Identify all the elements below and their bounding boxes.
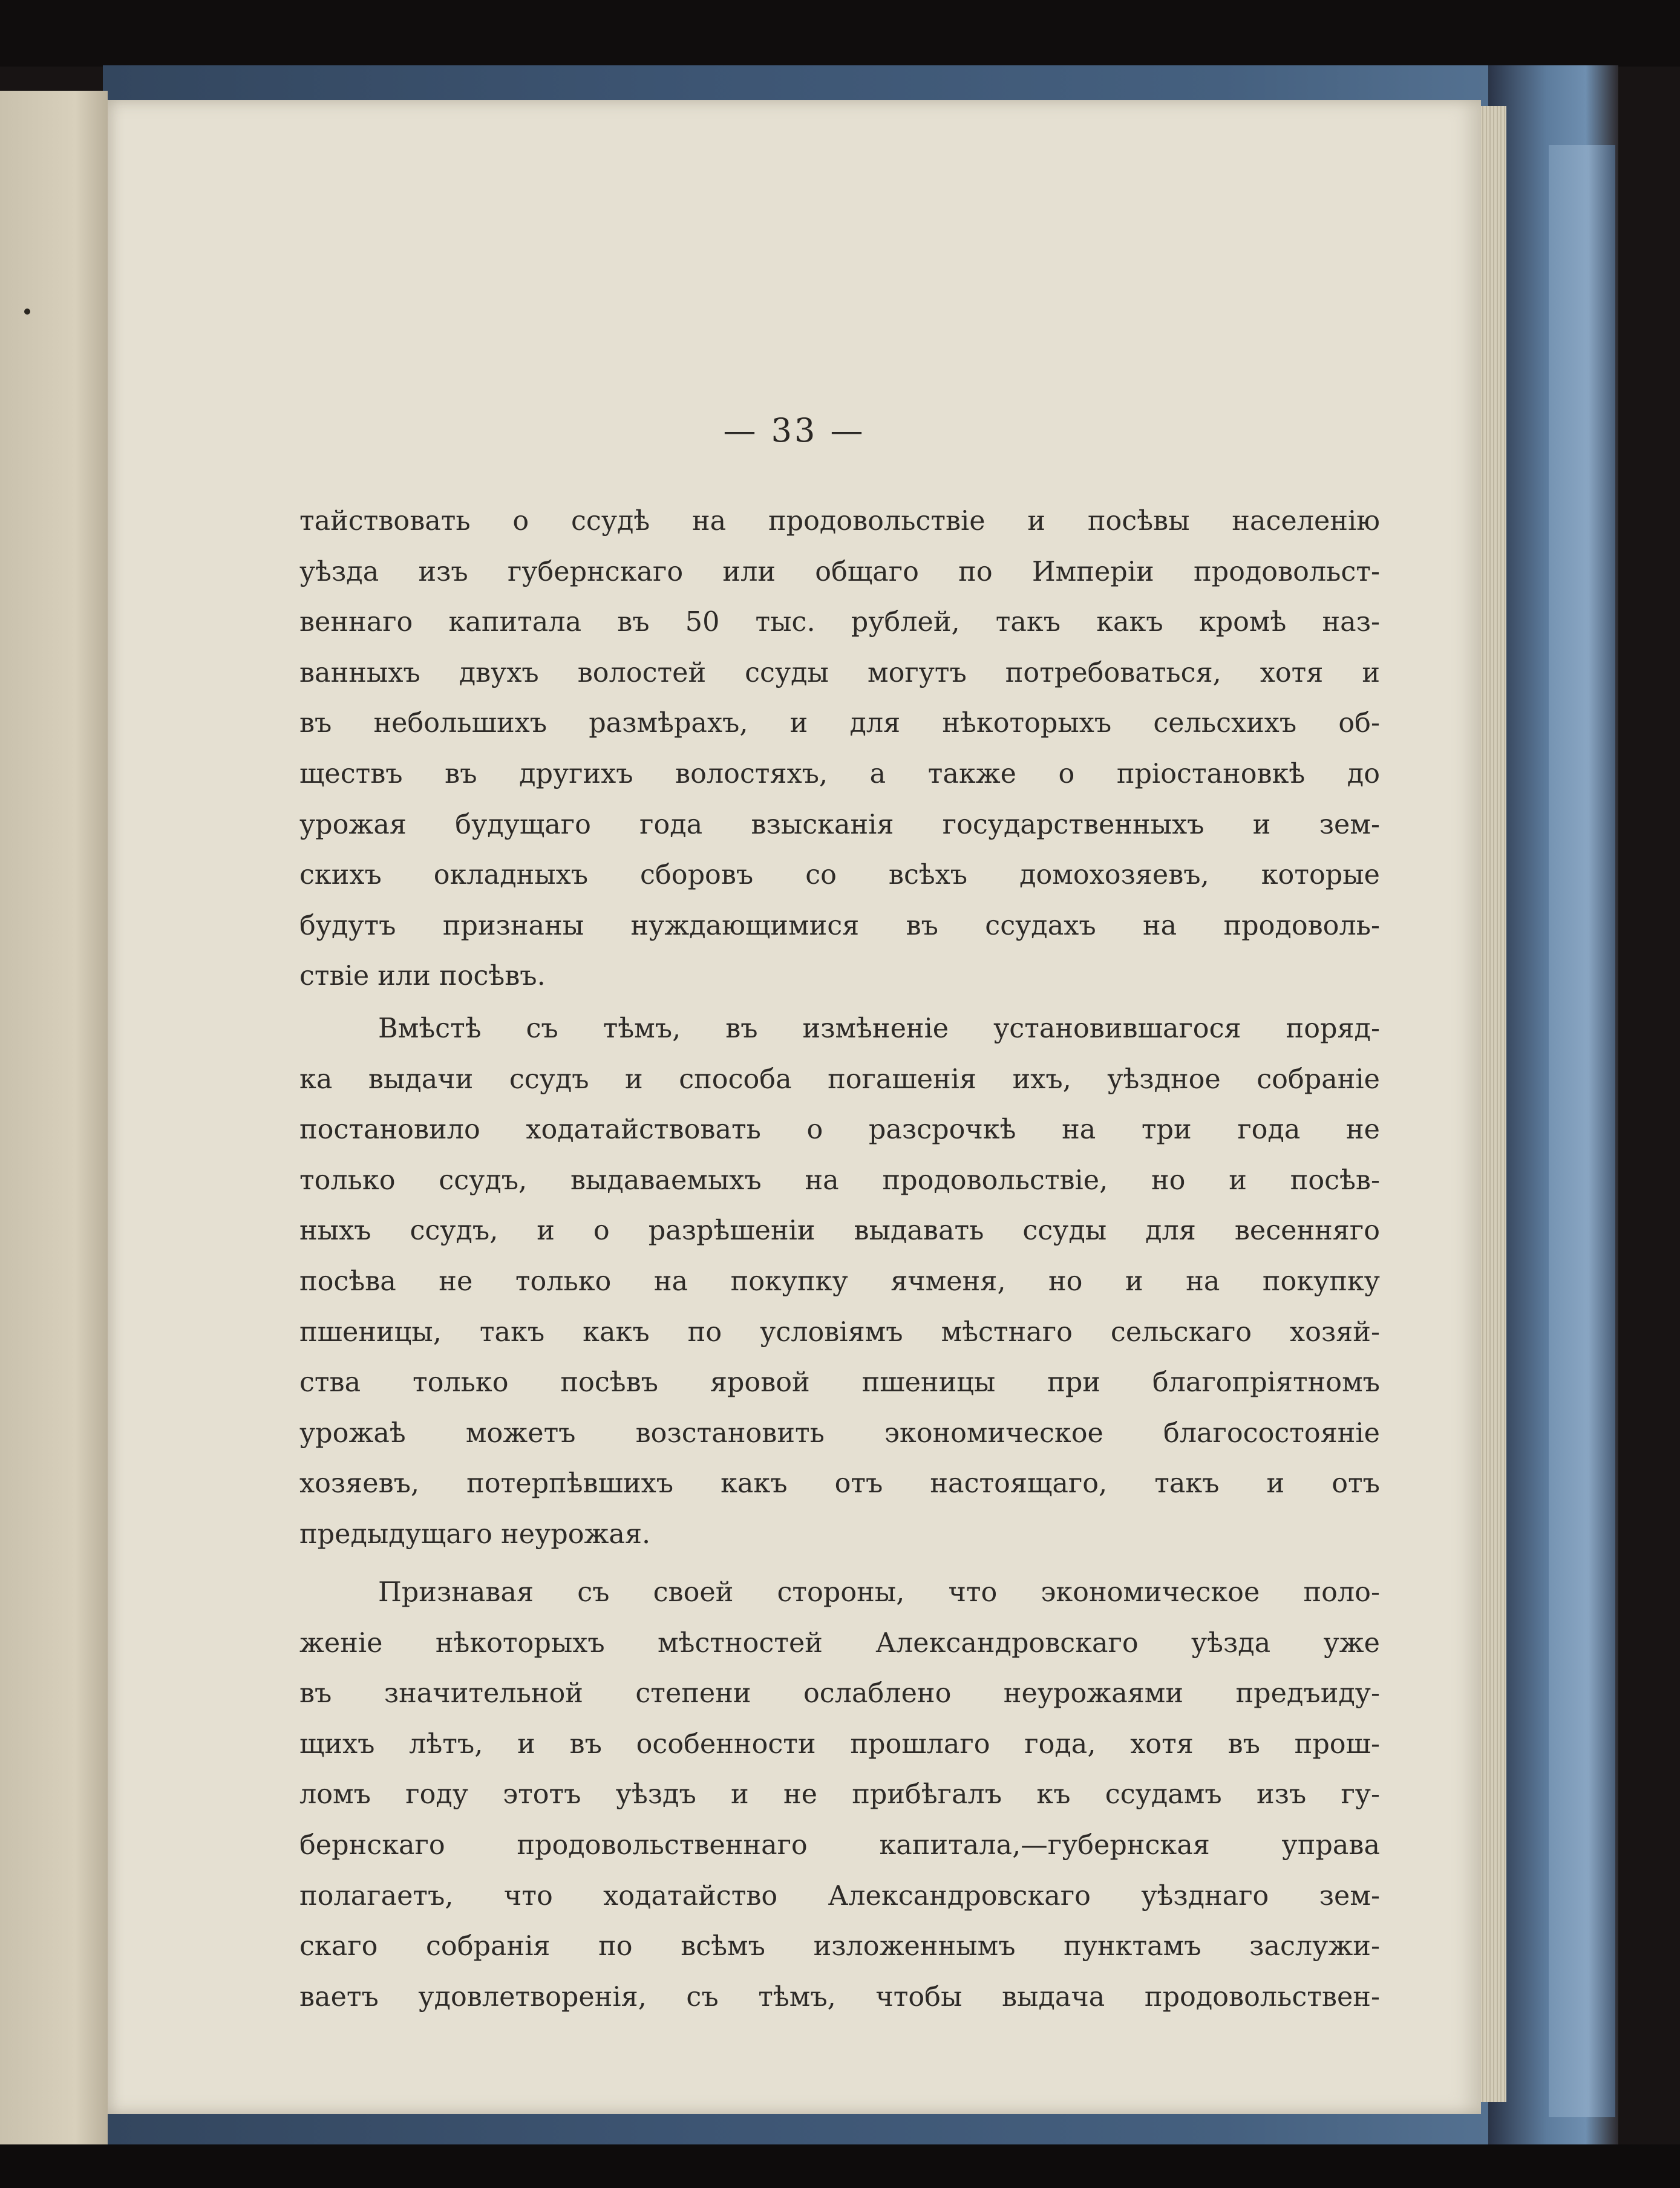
text-line: уѣзда изъ губернскаго или общаго по Имперіи продовольст- <box>299 556 1380 587</box>
text-line: Признавая съ своей стороны, что экономическое поло- <box>378 1577 1380 1608</box>
text-line: ванныхъ двухъ волостей ссуды могутъ потребоваться, хотя и <box>299 657 1380 688</box>
text-line: скихъ окладныхъ сборовъ со всѣхъ домохозяевъ, которые <box>299 860 1380 891</box>
text-line: щихъ лѣтъ, и въ особенности прошлаго года, хотя въ прош- <box>299 1728 1380 1760</box>
text-line: ваетъ удовлетворенія, съ тѣмъ, чтобы выдача продовольствен- <box>299 1981 1380 2013</box>
text-line: бернскаго продовольственнаго капитала,—губернская управа <box>299 1829 1380 1861</box>
page-number: — 33 — <box>723 411 866 449</box>
paragraph-1 <box>299 496 1380 1002</box>
text-line: посѣва не только на покупку ячменя, но и на покупку <box>299 1265 1380 1297</box>
left-facing-page <box>0 91 108 2147</box>
backdrop-bottom <box>0 2144 1680 2188</box>
text-line: въ значительной степени ослаблено неурожаями предъиду- <box>299 1678 1380 1710</box>
ink-dot <box>24 309 30 315</box>
backdrop-top <box>0 0 1680 67</box>
text-line: ства только посѣвъ яровой пшеницы при благопріятномъ <box>299 1367 1380 1399</box>
cover-paper-edge <box>1549 145 1615 2117</box>
text-line: ществъ въ другихъ волостяхъ, а также о пріостановкѣ до <box>299 758 1380 789</box>
text-line: урожая будущаго года взысканія государственныхъ и зем- <box>299 809 1380 840</box>
text-line: постановило ходатайствовать о разсрочкѣ на три года не <box>299 1114 1380 1146</box>
text-line: будутъ признаны нуждающимися въ ссудахъ на продоволь- <box>299 910 1380 941</box>
paragraph-3 <box>299 1567 1380 2022</box>
text-line: предыдущаго неурожая. <box>299 1518 651 1550</box>
paragraph-2 <box>299 1004 1380 1560</box>
text-line: скаго собранія по всѣмъ изложеннымъ пунктамъ заслужи- <box>299 1931 1380 1962</box>
text-line: тайствовать о ссудѣ на продовольствіе и посѣвы населенію <box>299 506 1380 537</box>
text-line: веннаго капитала въ 50 тыс. рублей, такъ какъ кромѣ наз- <box>299 607 1380 638</box>
text-line: Вмѣстѣ съ тѣмъ, въ измѣненіе установившагося поряд- <box>378 1013 1380 1044</box>
text-line: хозяевъ, потерпѣвшихъ какъ отъ настоящаго, такъ и отъ <box>299 1468 1380 1500</box>
text-line: пшеницы, такъ какъ по условіямъ мѣстнаго сельскаго хозяй- <box>299 1316 1380 1348</box>
text-line: въ небольшихъ размѣрахъ, и для нѣкоторыхъ сельсхихъ об- <box>299 708 1380 739</box>
text-line: ныхъ ссудъ, и о разрѣшеніи выдавать ссуды для весенняго <box>299 1215 1380 1247</box>
text-line: ка выдачи ссудъ и способа погашенія ихъ, уѣздное собраніе <box>299 1063 1380 1095</box>
text-line: женіе нѣкоторыхъ мѣстностей Александровскаго уѣзда уже <box>299 1627 1380 1659</box>
book-page <box>108 100 1481 2114</box>
text-line: только ссудъ, выдаваемыхъ на продовольствіе, но и посѣв- <box>299 1164 1380 1196</box>
text-line: урожаѣ можетъ возстановить экономическое благосостояніе <box>299 1417 1380 1449</box>
text-line: ломъ году этотъ уѣздъ и не прибѣгалъ къ ссудамъ изъ гу- <box>299 1779 1380 1811</box>
text-line: полагаетъ, что ходатайство Александровскаго уѣзднаго зем- <box>299 1880 1380 1912</box>
text-line: ствіе или посѣвъ. <box>299 961 546 992</box>
